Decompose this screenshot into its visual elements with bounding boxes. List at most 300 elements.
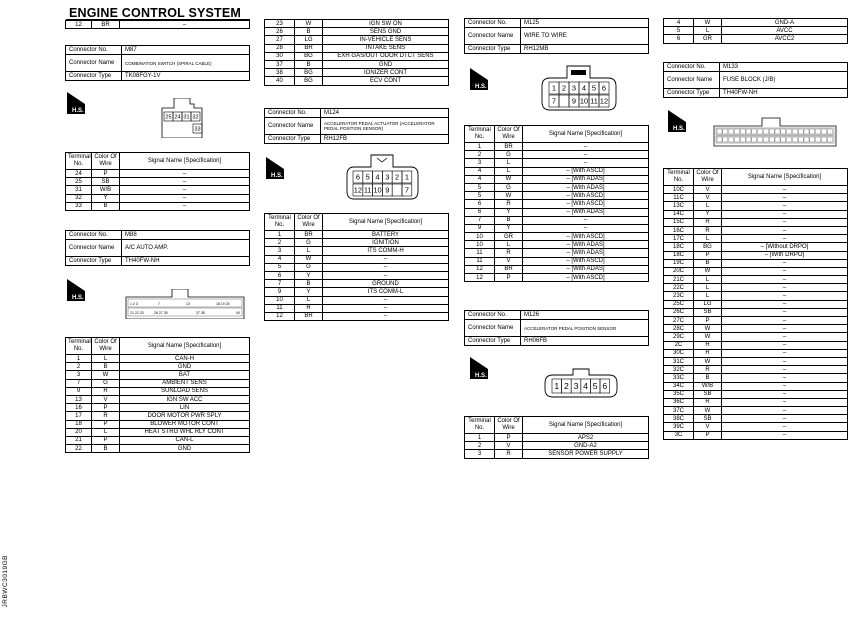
signal-name-cell: – (722, 366, 848, 374)
signal-name-cell: – (722, 415, 848, 423)
wire-color-cell: BR (295, 44, 323, 52)
pin-label: 3 (571, 83, 577, 93)
terminal-cell: 13C (664, 202, 694, 210)
pin-cell (775, 137, 780, 142)
signal-name-cell: GND-A2 (523, 442, 649, 450)
wire-color-cell: B (694, 259, 722, 267)
wire-color-cell: W/B (694, 382, 722, 390)
terminal-cell: 32 (66, 194, 92, 202)
hs-label: H.S. (271, 173, 283, 179)
wire-color-cell: L (694, 27, 722, 35)
table-row (265, 69, 449, 77)
signal-name-cell: INTAKE SENS (323, 44, 449, 52)
wire-color-cell: R (92, 387, 120, 395)
terminal-cell: 10 (465, 233, 495, 241)
table-row (66, 355, 250, 363)
wire-color-cell: W (495, 192, 523, 200)
hs-symbol (67, 279, 85, 301)
terminal-cell: 11C (664, 194, 694, 202)
terminal-cell: 11 (465, 249, 495, 257)
wire-color-cell: B (295, 28, 323, 36)
col-signal: Signal Name [Specification] (120, 153, 250, 170)
terminal-cell: 10C (664, 186, 694, 194)
terminal-cell: 26 (265, 28, 295, 36)
wire-color-cell: LG (295, 36, 323, 44)
terminal-cell: 10 (265, 296, 295, 304)
pin-label: 9 (385, 185, 390, 195)
pin-cell (775, 129, 780, 134)
connector-type-value: TH40FW-NH (122, 257, 250, 266)
wire-color-cell: BG (694, 243, 722, 251)
wire-color-cell: R (295, 304, 323, 312)
signal-name-cell: IGNITION (323, 239, 449, 247)
col-terminal: Terminal No. (265, 214, 295, 231)
wire-color-cell: BR (295, 312, 323, 320)
table-row (664, 317, 848, 325)
pin-label: 32 (192, 114, 199, 121)
wire-color-cell: L (694, 235, 722, 243)
signal-name-cell: BATTERY (323, 231, 449, 239)
terminal-cell: 22 (66, 445, 92, 453)
svg-text:7: 7 (158, 302, 160, 306)
pin-label: 5 (365, 172, 370, 182)
pin-cell (804, 137, 809, 142)
pin-cell (729, 129, 734, 134)
connector-no-value: M126 (521, 311, 649, 320)
terminal-cell: 18 (66, 420, 92, 428)
pin-label: 12 (599, 96, 609, 106)
signal-name-cell: ECV CONT (323, 77, 449, 85)
terminal-table-m133 (663, 168, 848, 440)
signal-name-cell: – (722, 284, 848, 292)
wire-color-cell: V (694, 423, 722, 431)
pin-cell (392, 184, 402, 196)
signal-name-cell: – (722, 194, 848, 202)
table-row (465, 200, 649, 208)
signal-name-cell: – (722, 259, 848, 267)
col-terminal: Terminal No. (465, 417, 495, 434)
hs-label: H.S. (72, 295, 84, 301)
terminal-table-m88-continued (264, 19, 449, 86)
wire-color-cell: Y (495, 208, 523, 216)
connector-header-m125 (464, 18, 649, 54)
table-row (66, 412, 250, 420)
connector-name-label: Connector Name (465, 28, 521, 45)
table-row (265, 271, 449, 279)
terminal-cell: 6 (265, 271, 295, 279)
connector-diagram-m124 (345, 153, 420, 201)
wire-color-cell: G (295, 239, 323, 247)
table-row (265, 288, 449, 296)
signal-name-cell: AVCC (722, 27, 848, 35)
table-row (664, 259, 848, 267)
pin-cell (758, 137, 763, 142)
connector-name-label: Connector Name (664, 72, 720, 89)
table-row (265, 304, 449, 312)
signal-name-cell: – (323, 255, 449, 263)
pin-label: 10 (373, 185, 382, 195)
table-row (664, 251, 848, 259)
wire-color-cell: B (295, 60, 323, 68)
signal-name-cell: IGN SW ON (323, 20, 449, 28)
terminal-cell: 20 (66, 428, 92, 436)
connector-name-label: Connector Name (66, 240, 122, 257)
wire-color-cell: B (92, 445, 120, 453)
signal-name-cell: – (323, 271, 449, 279)
col-signal: Signal Name [Specification] (722, 169, 848, 186)
wire-color-cell: L (92, 355, 120, 363)
table-row (265, 312, 449, 320)
terminal-cell: 16C (664, 226, 694, 234)
signal-name-cell: GND (120, 363, 250, 371)
table-row (465, 216, 649, 224)
signal-name-cell: AMBIENT SENS (120, 379, 250, 387)
table-row (66, 436, 250, 444)
terminal-cell: 5 (465, 192, 495, 200)
wire-color-cell: W (694, 357, 722, 365)
pin-cell (787, 137, 792, 142)
terminal-cell: 18C (664, 251, 694, 259)
wire-color-cell: L (694, 284, 722, 292)
terminal-cell: 2 (66, 363, 92, 371)
svg-text:1 2 3: 1 2 3 (130, 302, 138, 306)
connector-name-value: A/C AUTO AMP. (122, 240, 250, 257)
connector-header-m124 (264, 108, 449, 144)
signal-name-cell: – [With ADAS] (523, 183, 649, 191)
wire-color-cell: L (694, 276, 722, 284)
wire-color-cell: B (92, 363, 120, 371)
terminal-cell: 12 (465, 274, 495, 282)
pin-cell (816, 129, 821, 134)
wire-color-cell: W (694, 19, 722, 27)
terminal-cell: 28 (265, 44, 295, 52)
terminal-cell: 6 (465, 208, 495, 216)
wire-color-cell: R (495, 249, 523, 257)
connector-diagram-m125 (540, 64, 618, 112)
terminal-cell: 1 (465, 143, 495, 151)
table-row (664, 308, 848, 316)
col-terminal: Terminal No. (66, 338, 92, 355)
table-row (265, 263, 449, 271)
pin-label: 4 (583, 381, 589, 392)
signal-name-cell: – (722, 292, 848, 300)
terminal-cell: 29C (664, 333, 694, 341)
signal-name-cell: – (722, 276, 848, 284)
wire-color-cell: G (495, 151, 523, 159)
connector-type-label: Connector Type (66, 257, 122, 266)
signal-name-cell: – [With ASCD] (523, 233, 649, 241)
pin-label: 9 (571, 96, 577, 106)
terminal-cell: 15C (664, 218, 694, 226)
connector-type-value: TK08FGY-1V (122, 72, 250, 81)
table-row (465, 192, 649, 200)
wire-color-cell: B (495, 216, 523, 224)
pin-cell (827, 129, 832, 134)
signal-name-cell: ITS COMM-L (323, 288, 449, 296)
pin-cell (763, 137, 768, 142)
signal-name-cell: CAN-H (120, 355, 250, 363)
signal-name-cell: – [With ADAS] (523, 175, 649, 183)
wire-color-cell: R (694, 226, 722, 234)
terminal-cell: 2 (465, 442, 495, 450)
pin-cell (798, 129, 803, 134)
terminal-cell: 9 (265, 288, 295, 296)
signal-name-cell: – [With ASCD] (523, 257, 649, 265)
pin-label: 1 (404, 172, 409, 182)
terminal-table-m126-continued (663, 18, 848, 44)
pin-cell (734, 137, 739, 142)
table-row (664, 366, 848, 374)
table-row (664, 349, 848, 357)
pin-label: 6 (355, 172, 360, 182)
table-row (465, 224, 649, 232)
table-row (265, 255, 449, 263)
hs-symbol (470, 68, 488, 90)
wire-color-cell: GR (694, 35, 722, 43)
signal-name-cell: – (323, 296, 449, 304)
signal-name-cell: – (323, 263, 449, 271)
col-wire-color: Color Of Wire (694, 169, 722, 186)
terminal-cell: 10 (465, 241, 495, 249)
wire-color-cell: Y (694, 210, 722, 218)
pin-label: 12 (353, 185, 363, 195)
terminal-cell: 39C (664, 423, 694, 431)
wire-color-cell: P (694, 317, 722, 325)
col-signal: Signal Name [Specification] (523, 417, 649, 434)
table-row (265, 28, 449, 36)
connector-name-value: WIRE TO WIRE (521, 28, 649, 45)
connector-header-m88 (65, 230, 250, 266)
table-row (265, 20, 449, 28)
connector-type-label: Connector Type (265, 135, 321, 144)
svg-text:13: 13 (186, 302, 190, 306)
table-row (66, 428, 250, 436)
pin-label: 3 (385, 172, 390, 182)
table-row (66, 170, 250, 178)
table-row (664, 235, 848, 243)
table-row (664, 27, 848, 35)
terminal-cell: 2 (465, 151, 495, 159)
svg-text:21 22 23: 21 22 23 (130, 311, 144, 315)
wire-color-cell: B (295, 280, 323, 288)
terminal-cell: 19C (664, 259, 694, 267)
terminal-cell: 22C (664, 284, 694, 292)
col-wire-color: Color Of Wire (295, 214, 323, 231)
table-row (265, 77, 449, 85)
table-row (664, 292, 848, 300)
connector-diagram-m88 (124, 289, 246, 319)
terminal-cell: 7 (265, 280, 295, 288)
terminal-cell: 33 (66, 202, 92, 210)
terminal-cell: 26C (664, 308, 694, 316)
wire-color-cell: L (694, 202, 722, 210)
pin-cell (810, 137, 815, 142)
wire-color-cell: G (92, 379, 120, 387)
terminal-cell: 12 (265, 312, 295, 320)
table-row (664, 267, 848, 275)
pin-label: 2 (395, 172, 400, 182)
connector-no-value: M133 (720, 63, 848, 72)
table-row (664, 333, 848, 341)
table-row (66, 21, 250, 29)
signal-name-cell: – (722, 349, 848, 357)
table-row (664, 325, 848, 333)
signal-name-cell: – (722, 398, 848, 406)
pin-label: 6 (602, 381, 608, 392)
connector-name-label: Connector Name (265, 118, 321, 135)
signal-name-cell: – (523, 216, 649, 224)
wire-color-cell: R (495, 200, 523, 208)
pin-cell (758, 129, 763, 134)
pin-cell (740, 137, 745, 142)
signal-name-cell: – (523, 224, 649, 232)
wire-color-cell: G (495, 183, 523, 191)
terminal-cell: 24 (66, 170, 92, 178)
connector-type-value: RH12MB (521, 45, 649, 54)
terminal-table-m126 (464, 416, 649, 459)
wire-color-cell: P (495, 434, 523, 442)
col-wire-color: Color Of Wire (92, 153, 120, 170)
wire-color-cell: P (694, 251, 722, 259)
wire-color-cell: R (92, 412, 120, 420)
signal-name-cell: CAN-L (120, 436, 250, 444)
wire-color-cell: SB (92, 178, 120, 186)
wire-color-cell: B (694, 374, 722, 382)
signal-name-cell: – (722, 333, 848, 341)
table-row (664, 210, 848, 218)
table-row (66, 379, 250, 387)
terminal-cell: 20C (664, 267, 694, 275)
pin-label: 6 (601, 83, 607, 93)
signal-name-cell: – (722, 325, 848, 333)
terminal-cell: 34C (664, 382, 694, 390)
terminal-cell: 7 (66, 379, 92, 387)
wire-color-cell: Y (295, 288, 323, 296)
pin-label: 7 (404, 185, 409, 195)
connector-diagram-m126 (543, 367, 619, 399)
table-row (66, 194, 250, 202)
table-row (664, 186, 848, 194)
terminal-cell: 4 (664, 19, 694, 27)
table-row (664, 243, 848, 251)
wire-color-cell: BG (295, 77, 323, 85)
terminal-cell: 4 (465, 175, 495, 183)
wire-color-cell: BG (295, 69, 323, 77)
terminal-cell: 3 (265, 247, 295, 255)
wire-color-cell: P (92, 436, 120, 444)
signal-name-cell: – (722, 390, 848, 398)
signal-name-cell: APS2 (523, 434, 649, 442)
terminal-cell: 40 (265, 77, 295, 85)
terminal-cell: 28C (664, 325, 694, 333)
table-row (465, 274, 649, 282)
signal-name-cell: – [With ASCD] (523, 274, 649, 282)
table-row (265, 231, 449, 239)
signal-name-cell: – (722, 374, 848, 382)
signal-name-cell: GND (323, 60, 449, 68)
connector-type-label: Connector Type (465, 45, 521, 54)
table-row (66, 445, 250, 453)
pin-cell (821, 137, 826, 142)
table-row (66, 202, 250, 210)
pin-cell (798, 137, 803, 142)
table-row (664, 398, 848, 406)
signal-name-cell: HEAT STRG WHL RLY CONT (120, 428, 250, 436)
document-id-label: JRBWC3019GB (2, 555, 9, 608)
terminal-cell: 14C (664, 210, 694, 218)
pin-label: 4 (581, 83, 587, 93)
col-wire-color: Color Of Wire (495, 126, 523, 143)
pin-label: 33 (194, 126, 201, 133)
terminal-cell: 30C (664, 349, 694, 357)
terminal-table-continued (65, 20, 250, 29)
pin-label: 1 (554, 381, 560, 392)
signal-name-cell: SUNLOAD SENS (120, 387, 250, 395)
svg-text:18 19 20: 18 19 20 (216, 302, 230, 306)
wire-color-cell: V (92, 395, 120, 403)
wire-color-cell: L (495, 159, 523, 167)
hs-symbol (470, 357, 488, 379)
terminal-cell: 25 (66, 178, 92, 186)
signal-name-cell: – [With ASCD] (523, 192, 649, 200)
col-terminal: Terminal No. (664, 169, 694, 186)
wire-color-cell: V (495, 257, 523, 265)
pin-label: 5 (592, 381, 598, 392)
wire-color-cell: L (295, 247, 323, 255)
terminal-cell: 31C (664, 357, 694, 365)
terminal-cell: 37 (265, 60, 295, 68)
terminal-cell: 11 (265, 304, 295, 312)
pin-label: 31 (183, 114, 190, 121)
signal-name-cell: IN-VEHICLE SENS (323, 36, 449, 44)
connector-header-m87 (65, 45, 250, 81)
hs-symbol (668, 110, 686, 132)
signal-name-cell: – (722, 317, 848, 325)
table-row (664, 284, 848, 292)
terminal-cell: 27 (265, 36, 295, 44)
signal-name-cell: – (323, 304, 449, 312)
pin-cell (816, 137, 821, 142)
signal-name-cell: AVCC2 (722, 35, 848, 43)
signal-name-cell: – (523, 151, 649, 159)
wire-color-cell: W (694, 325, 722, 333)
wire-color-cell: P (495, 274, 523, 282)
wire-color-cell: L (495, 241, 523, 249)
wire-color-cell: SB (694, 390, 722, 398)
terminal-cell: 21 (66, 436, 92, 444)
table-row (265, 44, 449, 52)
terminal-cell: 17C (664, 235, 694, 243)
signal-name-cell: – (722, 431, 848, 439)
wire-color-cell: L (92, 428, 120, 436)
connector-type-label: Connector Type (66, 72, 122, 81)
signal-name-cell: EXH GAS/OUT ODOR DTCT SENS (323, 52, 449, 60)
pin-label: 3 (573, 381, 579, 392)
col-terminal: Terminal No. (66, 153, 92, 170)
terminal-cell: 4 (465, 167, 495, 175)
connector-no-label: Connector No. (465, 19, 521, 28)
table-row (465, 265, 649, 273)
terminal-cell: 18C (664, 243, 694, 251)
pin-cell (787, 129, 792, 134)
signal-name-cell: LIN (120, 404, 250, 412)
terminal-cell: 12 (66, 21, 92, 29)
wire-color-cell: P (92, 404, 120, 412)
wire-color-cell: W (495, 175, 523, 183)
connector-name-value: ACCELERATOR PEDAL ACTUATOR (ACCELERATOR PEDAL POSITION SENSOR) (321, 118, 449, 135)
pin-label: 2 (563, 381, 569, 392)
table-row (465, 442, 649, 450)
